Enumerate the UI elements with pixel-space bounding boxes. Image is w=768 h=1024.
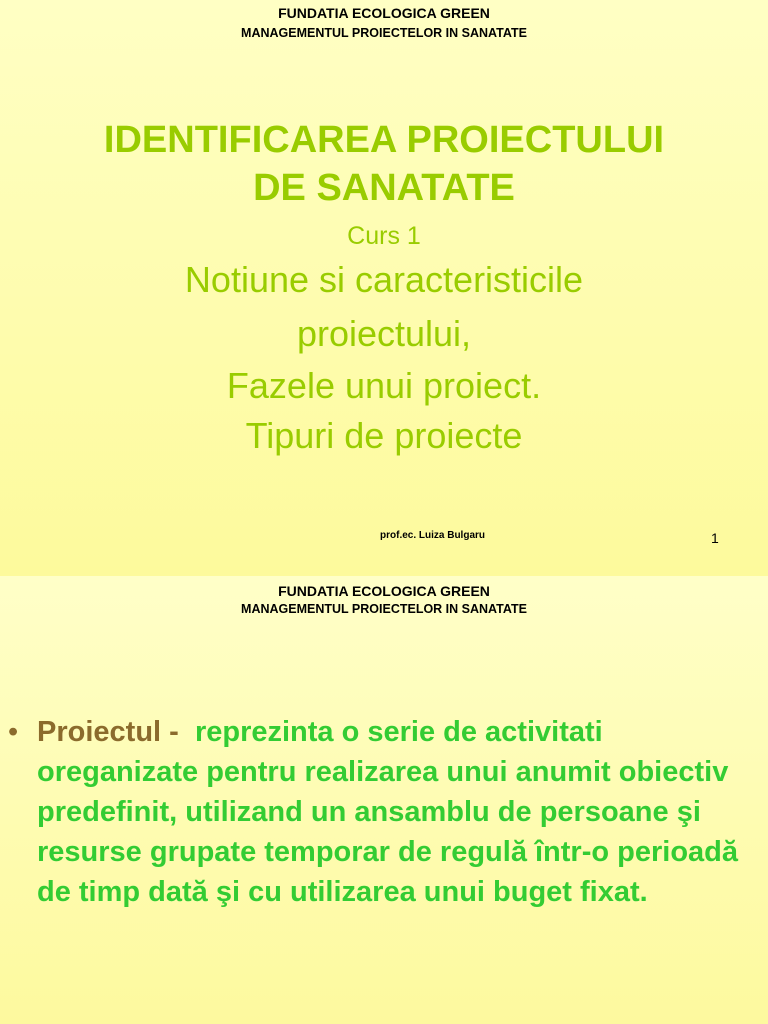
slide1-subtitle-line3: Fazele unui proiect. xyxy=(226,365,542,406)
slide1-course-number: Curs 1 xyxy=(347,222,421,250)
bullet-marker: • xyxy=(8,716,19,748)
slide-2 xyxy=(0,576,768,1024)
slide1-subtitle-line4: Tipuri de proiecte xyxy=(245,415,523,456)
slide1-header-organization: FUNDATIA ECOLOGICA GREEN xyxy=(278,5,490,21)
slide2-header-organization: FUNDATIA ECOLOGICA GREEN xyxy=(278,583,490,599)
slide1-page-number: 1 xyxy=(711,530,719,546)
slide1-subtitle-line1: Notiune si caracteristicile xyxy=(184,259,584,300)
slide1-title-line2: DE SANATATE xyxy=(253,167,515,209)
definition-term: Proiectul - xyxy=(37,716,179,748)
slide1-header-course-name: MANAGEMENTUL PROIECTELOR IN SANATATE xyxy=(241,26,527,40)
slide1-title-line1: IDENTIFICAREA PROIECTULUI xyxy=(103,119,665,161)
slide1-subtitle-line2: proiectului, xyxy=(296,313,472,354)
definition-bullet xyxy=(8,712,748,912)
slide1-author: prof.ec. Luiza Bulgaru xyxy=(380,530,486,541)
slide2-header-course-name: MANAGEMENTUL PROIECTELOR IN SANATATE xyxy=(241,602,527,616)
definition-text xyxy=(37,712,748,912)
definition-body: reprezinta o serie de activitati oreganizate pentru realizarea unui anumit obiectiv predefinit, utilizand un ansamblu de persoane şi resurse grupate temporar de regulă într-o perioadă de timp dată şi cu utilizarea unui buget fixat. xyxy=(37,716,739,908)
